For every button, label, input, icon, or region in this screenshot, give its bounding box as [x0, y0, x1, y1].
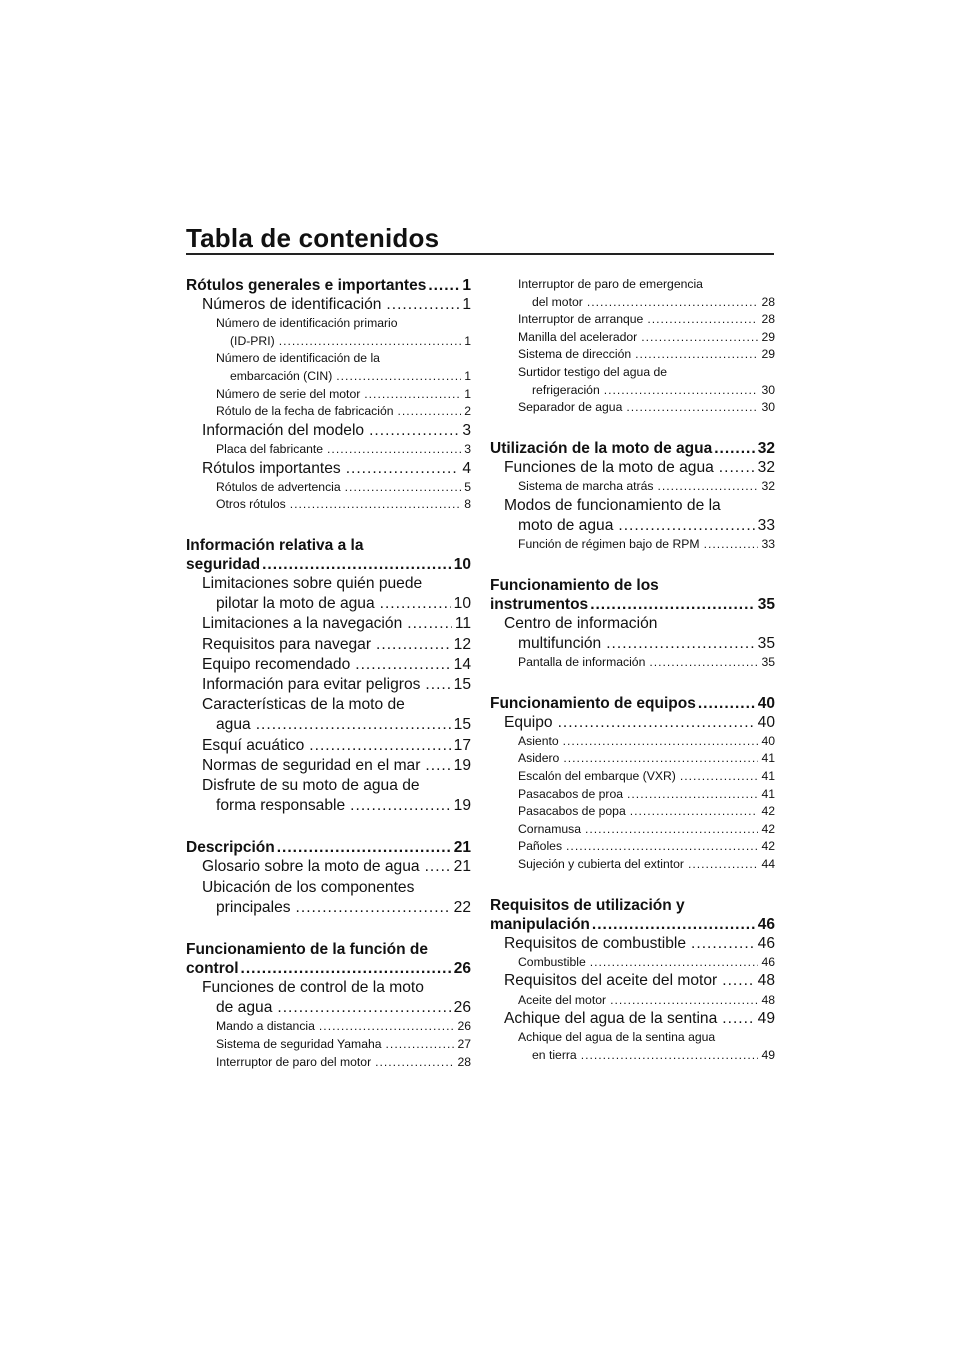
- dot-leader: [590, 954, 759, 972]
- toc-section: [490, 576, 775, 614]
- dot-leader: [241, 959, 451, 978]
- dot-leader: [364, 386, 461, 404]
- toc-subentry: [490, 536, 775, 554]
- page-number: 21: [453, 858, 471, 876]
- toc-entry-text-line: Ubicación de los componentes: [202, 878, 415, 896]
- toc-entry-text: Equipo recomendado: [202, 655, 351, 673]
- page-number: 1: [462, 277, 471, 294]
- toc-entry-text-line: Limitaciones sobre quién puede: [202, 574, 423, 592]
- page-number: 46: [761, 954, 775, 969]
- toc-entry: [186, 756, 471, 776]
- toc-subentry: [186, 350, 471, 385]
- toc-subentry: [186, 315, 471, 350]
- toc-entry-text: Utilización de la moto de agua: [490, 439, 713, 457]
- toc-entry-text: Información para evitar peligros: [202, 675, 421, 693]
- dot-leader: [626, 399, 758, 417]
- page-number: 12: [453, 635, 471, 653]
- toc-section: [490, 439, 775, 458]
- toc-subentry: [186, 1054, 471, 1072]
- page-number: 19: [453, 756, 471, 774]
- toc-entry: [186, 675, 471, 695]
- toc-subentry: [490, 803, 775, 821]
- page-number: 42: [761, 839, 775, 854]
- page-number: 14: [453, 655, 471, 673]
- toc-entry-text: Pasacabos de popa: [518, 804, 626, 819]
- page-number: 30: [761, 382, 775, 397]
- toc-entry: [186, 736, 471, 756]
- dot-leader: [641, 329, 758, 347]
- toc-subentry: [490, 478, 775, 496]
- dot-leader: [592, 915, 755, 934]
- toc-entry-text: Escalón del embarque (VXR): [518, 768, 676, 783]
- toc-entry-text-line: Funcionamiento de los: [490, 576, 659, 594]
- toc-entry-text: Sistema de marcha atrás: [518, 478, 654, 493]
- page-number: 10: [453, 595, 471, 613]
- page-number: 1: [462, 296, 471, 313]
- toc-subentry: [490, 1029, 775, 1064]
- toc-entry-text: Manilla del acelerador: [518, 329, 638, 344]
- toc-entry: [490, 614, 775, 654]
- title-rule: [186, 253, 774, 255]
- dot-leader: [262, 555, 451, 574]
- page-number: 33: [757, 516, 775, 534]
- dot-leader: [277, 838, 451, 857]
- dot-leader: [425, 857, 451, 877]
- page-number: 22: [453, 898, 471, 916]
- toc-entry-text: refrigeración: [532, 382, 600, 397]
- toc-entry-text-line: Surtidor testigo del agua de: [518, 364, 668, 379]
- dot-leader: [319, 1018, 455, 1036]
- page-number: 3: [464, 441, 471, 456]
- toc-entry-text: Pantalla de información: [518, 654, 646, 669]
- toc-entry-text-line: Funciones de control de la moto: [202, 979, 424, 996]
- page-number: 27: [457, 1037, 471, 1051]
- page-number: 41: [761, 786, 775, 801]
- dot-leader: [309, 736, 450, 756]
- toc-entry-text-line: Disfrute de su moto de agua de: [202, 776, 420, 794]
- dot-leader: [277, 998, 450, 1018]
- toc-entry-text: Asidero: [518, 751, 560, 766]
- toc-entry-text: instrumentos: [490, 595, 589, 613]
- toc-entry: [186, 695, 471, 735]
- page-number: 11: [454, 615, 471, 633]
- toc-entry-text: Placa del fabricante: [216, 441, 324, 456]
- page-number: 42: [761, 821, 775, 836]
- toc-entry-text: seguridad: [186, 555, 261, 573]
- toc-subentry: [186, 1018, 471, 1036]
- dot-leader: [590, 595, 755, 614]
- toc-section: [490, 694, 775, 713]
- dot-leader: [630, 803, 759, 821]
- page-number: 5: [464, 479, 471, 494]
- toc-entry: [186, 295, 471, 315]
- dot-leader: [279, 333, 462, 351]
- page-number: 26: [453, 999, 471, 1017]
- toc-section: [186, 940, 471, 978]
- dot-leader: [336, 368, 461, 386]
- page-number: 49: [761, 1047, 775, 1062]
- page-number: 28: [761, 312, 775, 327]
- toc-subentry: [186, 386, 471, 404]
- dot-leader: [610, 992, 758, 1010]
- toc-section: [186, 536, 471, 574]
- dot-leader: [647, 311, 758, 329]
- toc-entry-text: Rótulos de advertencia: [216, 479, 341, 494]
- page-number: 44: [761, 856, 775, 871]
- page-number: 1: [464, 368, 471, 383]
- dot-leader: [714, 439, 755, 458]
- toc-subentry: [490, 346, 775, 364]
- page-number: 2: [464, 404, 471, 419]
- toc-entry-text: multifunción: [518, 634, 602, 652]
- page-number: 28: [457, 1054, 471, 1069]
- toc-entry-text-line: Centro de información: [504, 614, 658, 632]
- toc-entry-text: Limitaciones a la navegación: [202, 615, 403, 633]
- page-number: 41: [761, 768, 775, 783]
- toc-entry-text: Información del modelo: [202, 421, 365, 439]
- toc-entry-text-line: Información relativa a la: [186, 536, 364, 554]
- dot-leader: [657, 478, 758, 496]
- dot-leader: [719, 458, 755, 478]
- toc-subentry: [186, 1036, 471, 1054]
- dot-leader: [563, 750, 758, 768]
- page-number: 32: [761, 478, 775, 493]
- page-number: 26: [453, 960, 471, 977]
- toc-entry: [490, 713, 775, 733]
- toc-entry-text: Glosario sobre la moto de agua: [202, 858, 420, 876]
- toc-subentry: [490, 750, 775, 768]
- toc-entry-text: control: [186, 960, 239, 977]
- dot-leader: [355, 655, 450, 675]
- page-number: 19: [453, 797, 471, 815]
- toc-entry-text: moto de agua: [518, 516, 614, 534]
- dot-leader: [635, 346, 758, 364]
- toc-section: [186, 276, 471, 295]
- toc-entry-text: forma responsable: [216, 797, 346, 815]
- page-number: 1: [464, 386, 471, 401]
- page-number: 29: [761, 329, 775, 344]
- page-number: 29: [761, 347, 775, 362]
- toc-entry-text: Esquí acuático: [202, 736, 305, 754]
- toc-entry-text: Pañoles: [518, 839, 563, 854]
- toc-entry: [490, 1009, 775, 1029]
- toc-entry: [186, 421, 471, 441]
- toc-entry-text: principales: [216, 898, 291, 916]
- page-number: 28: [761, 294, 775, 309]
- toc-column-left: [186, 276, 471, 1071]
- toc-entry: [186, 635, 471, 655]
- page-number: 49: [757, 1010, 775, 1028]
- dot-leader: [566, 838, 758, 856]
- toc-entry-text: Cornamusa: [518, 821, 581, 836]
- toc-entry: [186, 459, 471, 479]
- toc-entry-text: Otros rótulos: [216, 497, 286, 512]
- dot-leader: [722, 1009, 754, 1029]
- toc-entry-text: Función de régimen bajo de RPM: [518, 536, 700, 551]
- page-number: 32: [757, 458, 775, 476]
- toc-entry-text: Funciones de la moto de agua: [504, 458, 714, 476]
- toc-entry-text: Rótulos importantes: [202, 459, 341, 477]
- dot-leader: [327, 441, 461, 459]
- toc-entry-text-line: Interruptor de paro de emergencia: [518, 277, 703, 291]
- toc-entry-text: de agua: [216, 999, 273, 1017]
- toc-subentry: [490, 311, 775, 329]
- dot-leader: [688, 856, 758, 874]
- page-number: 30: [761, 400, 775, 415]
- toc-entry-text: Números de identificación: [202, 296, 382, 313]
- page-number: 42: [761, 804, 775, 819]
- toc-entry: [490, 458, 775, 478]
- page-number: 15: [453, 716, 471, 734]
- toc-entry-text: Rótulos generales e importantes: [186, 277, 427, 294]
- toc-entry-text: embarcación (CIN): [230, 368, 333, 383]
- dot-leader: [425, 675, 450, 695]
- page-number: 33: [761, 536, 775, 551]
- toc-subentry: [490, 768, 775, 786]
- toc-entry: [186, 857, 471, 877]
- page-number: 46: [757, 934, 775, 952]
- dot-leader: [290, 496, 461, 514]
- dot-leader: [256, 715, 451, 735]
- dot-leader: [581, 1047, 759, 1065]
- toc-entry-text: Interruptor de arranque: [518, 312, 644, 327]
- page-number: 21: [453, 839, 471, 857]
- toc-entry-text: Aceite del motor: [518, 992, 607, 1007]
- dot-leader: [585, 821, 758, 839]
- page-number: 48: [761, 992, 775, 1007]
- toc-entry-text: en tierra: [532, 1047, 577, 1062]
- dot-leader: [386, 295, 459, 315]
- dot-leader: [558, 713, 755, 733]
- toc-subentry: [186, 479, 471, 497]
- toc-entry-text: Achique del agua de la sentina: [504, 1010, 718, 1028]
- toc-subentry: [490, 856, 775, 874]
- toc-subentry: [490, 992, 775, 1010]
- toc-subentry: [186, 496, 471, 514]
- toc-subentry: [490, 399, 775, 417]
- page-number: 40: [757, 694, 775, 712]
- toc-entry-text: Separador de agua: [518, 400, 623, 415]
- page-number: 35: [757, 634, 775, 652]
- page-number: 17: [453, 736, 471, 754]
- dot-leader: [398, 403, 462, 421]
- page-number: 4: [462, 459, 471, 477]
- toc-entry-text: Equipo: [504, 713, 553, 731]
- dot-leader: [606, 634, 754, 654]
- page-number: 1: [464, 333, 471, 348]
- toc-entry-text: Requisitos del aceite del motor: [504, 972, 718, 990]
- toc-subentry: [490, 654, 775, 672]
- toc-subentry: [186, 403, 471, 421]
- toc-entry-text: (ID-PRI): [230, 333, 275, 348]
- toc-entry-text-line: Requisitos de utilización y: [490, 896, 685, 914]
- toc-entry-text: Normas de seguridad en el mar: [202, 756, 421, 774]
- toc-entry-text: Pasacabos de proa: [518, 786, 624, 801]
- dot-leader: [386, 1036, 455, 1054]
- toc-column-right: [490, 276, 775, 1064]
- toc-subentry: [490, 786, 775, 804]
- toc-subentry: [490, 364, 775, 399]
- toc-entry-text-line: Características de la moto de: [202, 696, 405, 714]
- toc-entry: [186, 655, 471, 675]
- page-number: 40: [761, 733, 775, 748]
- page-number: 35: [761, 654, 775, 669]
- toc-subentry: [490, 838, 775, 856]
- toc-entry: [490, 971, 775, 991]
- dot-leader: [680, 768, 759, 786]
- toc-entry-text: Requisitos para navegar: [202, 635, 372, 653]
- toc-entry-text: Número de serie del motor: [216, 386, 361, 401]
- page-number: 46: [757, 915, 775, 933]
- dot-leader: [375, 1054, 454, 1072]
- page-number: 26: [457, 1019, 471, 1034]
- toc-entry-text: Sistema de dirección: [518, 347, 632, 362]
- toc-entry-text: Combustible: [518, 954, 586, 969]
- toc-entry-text-line: Funcionamiento de la función de: [186, 941, 428, 958]
- dot-leader: [350, 796, 450, 816]
- dot-leader: [407, 614, 452, 634]
- toc-subentry: [490, 954, 775, 972]
- dot-leader: [428, 276, 459, 295]
- dot-leader: [296, 898, 451, 918]
- toc-entry-text-line: Modos de funcionamiento de la: [504, 496, 721, 514]
- toc-entry: [186, 776, 471, 816]
- dot-leader: [345, 479, 462, 497]
- toc-entry-text: Asiento: [518, 733, 559, 748]
- toc-subentry: [490, 329, 775, 347]
- page-number: 48: [757, 972, 775, 990]
- page-number: 35: [757, 595, 775, 613]
- toc-entry: [186, 878, 471, 918]
- toc-subentry: [186, 441, 471, 459]
- toc-entry-text-line: Número de identificación de la: [216, 351, 380, 366]
- toc-entry-text: Descripción: [186, 839, 275, 857]
- dot-leader: [380, 594, 451, 614]
- page-title: Tabla de contenidos: [186, 223, 440, 253]
- dot-leader: [618, 516, 754, 536]
- toc-entry-text: agua: [216, 716, 251, 734]
- toc-entry: [186, 574, 471, 614]
- dot-leader: [722, 971, 754, 991]
- page-number: 40: [757, 713, 775, 731]
- toc-entry: [186, 614, 471, 634]
- toc-entry: [490, 934, 775, 954]
- dot-leader: [691, 934, 755, 954]
- dot-leader: [425, 756, 450, 776]
- dot-leader: [627, 786, 758, 804]
- toc-subentry: [490, 821, 775, 839]
- toc-entry-text-line: Achique del agua de la sentina agua: [518, 1030, 716, 1045]
- toc-entry-text: Interruptor de paro del motor: [216, 1054, 372, 1069]
- toc-section: [490, 896, 775, 934]
- dot-leader: [563, 733, 759, 751]
- dot-leader: [698, 694, 755, 713]
- toc-entry-text: Sujeción y cubierta del extintor: [518, 856, 684, 871]
- toc-entry-text: del motor: [532, 294, 583, 309]
- dot-leader: [587, 294, 759, 312]
- dot-leader: [649, 654, 758, 672]
- toc-entry: [186, 978, 471, 1018]
- toc-subentry: [490, 733, 775, 751]
- toc-entry-text: Mando a distancia: [216, 1019, 315, 1034]
- toc-entry-text: Rótulo de la fecha de fabricación: [216, 404, 394, 419]
- page-number: 32: [757, 439, 775, 457]
- page-number: 10: [453, 555, 471, 573]
- page-number: 8: [464, 497, 471, 512]
- toc-entry: [490, 496, 775, 536]
- dot-leader: [369, 421, 459, 441]
- toc-subentry: [490, 276, 775, 311]
- toc-entry-text: Requisitos de combustible: [504, 934, 687, 952]
- toc-entry-text: Sistema de seguridad Yamaha: [216, 1037, 382, 1051]
- toc-entry-text: Funcionamiento de equipos: [490, 694, 696, 712]
- dot-leader: [604, 382, 759, 400]
- dot-leader: [376, 635, 451, 655]
- toc-entry-text: manipulación: [490, 915, 590, 933]
- toc-entry-text: pilotar la moto de agua: [216, 595, 375, 613]
- page-number: 3: [462, 421, 471, 439]
- toc-section: [186, 838, 471, 857]
- page-number: 15: [453, 675, 471, 693]
- dot-leader: [704, 536, 759, 554]
- page-number: 41: [761, 751, 775, 766]
- dot-leader: [346, 459, 460, 479]
- toc-entry-text-line: Número de identificación primario: [216, 316, 398, 331]
